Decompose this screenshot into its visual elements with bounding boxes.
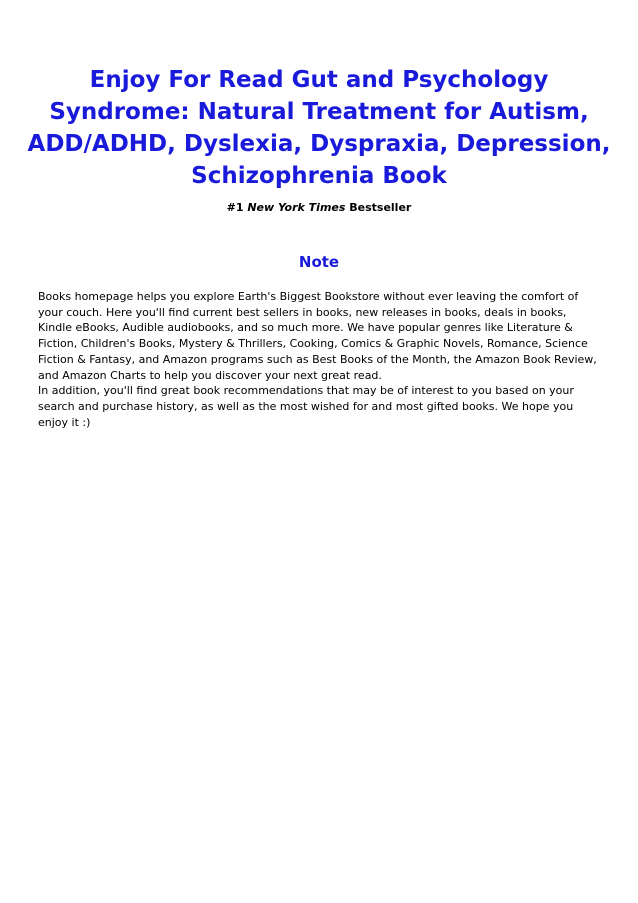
note-paragraph: In addition, you'll find great book recommendations that may be of interest to you based on your search and purchase history, as well as the most wished for and most gifted books. We hope you enjoy it :) [38,384,574,429]
tagline-suffix: Bestseller [345,201,412,214]
note-body [38,289,602,430]
tagline-emphasis: New York Times [247,201,346,214]
note-paragraph: Books homepage helps you explore Earth's Biggest Bookstore without ever leaving the comfort of your couch. Here you'll find current best sellers in books, new releases in books, deals in books, Kindle eBooks, Audible audiobooks, and so much more. We have popular genres like Literature & Fiction, Children's Books, Mystery & Thrillers, Cooking, Comics & Graphic Novels, Romance, Science Fiction & Fantasy, and Amazon programs such as Best Books of the Month, the Amazon Book Review, and Amazon Charts to help you discover your next great read. [38,290,597,382]
bestseller-tagline [0,201,638,215]
book-title: Enjoy For Read Gut and Psychology Syndrome: Natural Treatment for Autism, ADD/ADHD, Dyslexia, Dyspraxia, Depression, Schizophrenia Book [27,67,611,189]
tagline-prefix: #1 [226,201,248,214]
note-heading: Note [298,253,340,271]
